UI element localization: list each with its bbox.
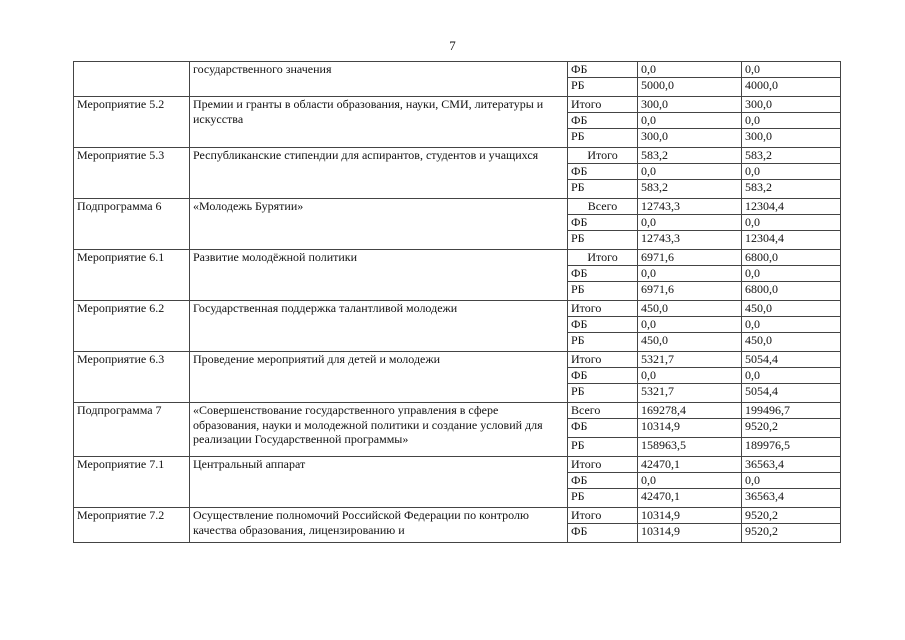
table-row <box>74 199 841 215</box>
value-cell-year1: 583,2 <box>638 180 742 199</box>
funding-type-cell: РБ <box>568 282 638 301</box>
value-cell-year2: 583,2 <box>742 180 841 199</box>
value-cell-year2: 0,0 <box>742 473 841 489</box>
funding-type-cell: Итого <box>568 250 638 266</box>
value-cell-year2: 6800,0 <box>742 250 841 266</box>
funding-type-cell: РБ <box>568 180 638 199</box>
funding-type-cell: РБ <box>568 78 638 97</box>
funding-type-cell: Всего <box>568 199 638 215</box>
value-cell-year2: 450,0 <box>742 333 841 352</box>
value-cell-year2: 0,0 <box>742 62 841 78</box>
funding-type-cell: Итого <box>568 148 638 164</box>
funding-type-cell: ФБ <box>568 62 638 78</box>
item-description-cell: Республиканские стипендии для аспирантов, студентов и учащихся <box>190 148 568 199</box>
funding-type-cell: РБ <box>568 129 638 148</box>
funding-type-cell: ФБ <box>568 473 638 489</box>
funding-type-cell: ФБ <box>568 317 638 333</box>
funding-type-cell: ФБ <box>568 524 638 543</box>
value-cell-year1: 5321,7 <box>638 352 742 368</box>
item-name-cell: Мероприятие 7.1 <box>74 457 190 508</box>
value-cell-year1: 10314,9 <box>638 419 742 438</box>
funding-type-cell: ФБ <box>568 113 638 129</box>
funding-type-cell: ФБ <box>568 164 638 180</box>
table-row <box>74 403 841 419</box>
value-cell-year1: 12743,3 <box>638 199 742 215</box>
value-cell-year2: 199496,7 <box>742 403 841 419</box>
value-cell-year1: 583,2 <box>638 148 742 164</box>
value-cell-year2: 9520,2 <box>742 419 841 438</box>
table-row <box>74 457 841 473</box>
item-description-cell: Осуществление полномочий Российской Федерации по контролю качества образования, лицензированию и <box>190 508 568 543</box>
item-description-cell: Центральный аппарат <box>190 457 568 508</box>
item-description-cell: Проведение мероприятий для детей и молодежи <box>190 352 568 403</box>
value-cell-year1: 42470,1 <box>638 489 742 508</box>
value-cell-year1: 0,0 <box>638 317 742 333</box>
value-cell-year2: 0,0 <box>742 368 841 384</box>
value-cell-year2: 5054,4 <box>742 384 841 403</box>
page-number: 7 <box>449 38 456 53</box>
value-cell-year2: 12304,4 <box>742 199 841 215</box>
funding-type-cell: ФБ <box>568 368 638 384</box>
value-cell-year1: 0,0 <box>638 266 742 282</box>
value-cell-year1: 0,0 <box>638 473 742 489</box>
funding-type-cell: РБ <box>568 438 638 457</box>
value-cell-year1: 6971,6 <box>638 250 742 266</box>
item-description-cell: государственного значения <box>190 62 568 97</box>
value-cell-year2: 0,0 <box>742 317 841 333</box>
item-name-cell: Мероприятие 5.3 <box>74 148 190 199</box>
table-row <box>74 62 841 78</box>
value-cell-year1: 169278,4 <box>638 403 742 419</box>
value-cell-year1: 450,0 <box>638 301 742 317</box>
table-row <box>74 301 841 317</box>
value-cell-year2: 5054,4 <box>742 352 841 368</box>
item-name-cell: Мероприятие 5.2 <box>74 97 190 148</box>
table-row <box>74 508 841 524</box>
item-name-cell: Мероприятие 7.2 <box>74 508 190 543</box>
value-cell-year2: 9520,2 <box>742 524 841 543</box>
funding-type-cell: Итого <box>568 508 638 524</box>
funding-type-cell: РБ <box>568 384 638 403</box>
table-row <box>74 250 841 266</box>
budget-table <box>73 61 841 543</box>
item-name-cell <box>74 62 190 97</box>
value-cell-year1: 12743,3 <box>638 231 742 250</box>
item-name-cell: Мероприятие 6.1 <box>74 250 190 301</box>
item-name-cell: Подпрограмма 7 <box>74 403 190 457</box>
table-row <box>74 352 841 368</box>
value-cell-year1: 0,0 <box>638 62 742 78</box>
value-cell-year1: 10314,9 <box>638 524 742 543</box>
table-row <box>74 148 841 164</box>
value-cell-year2: 0,0 <box>742 215 841 231</box>
value-cell-year2: 36563,4 <box>742 489 841 508</box>
value-cell-year1: 10314,9 <box>638 508 742 524</box>
item-name-cell: Мероприятие 6.3 <box>74 352 190 403</box>
value-cell-year2: 0,0 <box>742 164 841 180</box>
value-cell-year2: 189976,5 <box>742 438 841 457</box>
value-cell-year1: 0,0 <box>638 215 742 231</box>
value-cell-year2: 6800,0 <box>742 282 841 301</box>
value-cell-year2: 12304,4 <box>742 231 841 250</box>
item-description-cell: Премии и гранты в области образования, науки, СМИ, литературы и искусства <box>190 97 568 148</box>
table-row <box>74 97 841 113</box>
value-cell-year1: 6971,6 <box>638 282 742 301</box>
funding-type-cell: Итого <box>568 97 638 113</box>
value-cell-year1: 42470,1 <box>638 457 742 473</box>
item-description-cell: Государственная поддержка талантливой молодежи <box>190 301 568 352</box>
value-cell-year2: 0,0 <box>742 266 841 282</box>
funding-type-cell: ФБ <box>568 419 638 438</box>
value-cell-year2: 450,0 <box>742 301 841 317</box>
value-cell-year1: 0,0 <box>638 164 742 180</box>
value-cell-year2: 583,2 <box>742 148 841 164</box>
value-cell-year1: 300,0 <box>638 97 742 113</box>
funding-type-cell: ФБ <box>568 266 638 282</box>
value-cell-year2: 9520,2 <box>742 508 841 524</box>
funding-type-cell: Всего <box>568 403 638 419</box>
funding-type-cell: ФБ <box>568 215 638 231</box>
value-cell-year2: 300,0 <box>742 129 841 148</box>
value-cell-year2: 36563,4 <box>742 457 841 473</box>
value-cell-year2: 0,0 <box>742 113 841 129</box>
funding-type-cell: Итого <box>568 457 638 473</box>
item-name-cell: Мероприятие 6.2 <box>74 301 190 352</box>
value-cell-year1: 0,0 <box>638 368 742 384</box>
value-cell-year1: 450,0 <box>638 333 742 352</box>
value-cell-year2: 300,0 <box>742 97 841 113</box>
value-cell-year1: 158963,5 <box>638 438 742 457</box>
value-cell-year1: 300,0 <box>638 129 742 148</box>
item-name-cell: Подпрограмма 6 <box>74 199 190 250</box>
funding-type-cell: РБ <box>568 333 638 352</box>
funding-type-cell: РБ <box>568 489 638 508</box>
funding-type-cell: Итого <box>568 352 638 368</box>
item-description-cell: «Совершенствование государственного управления в сфере образования, науки и молодежной политики и создание условий для реализации Государственной программы» <box>190 403 568 457</box>
value-cell-year1: 0,0 <box>638 113 742 129</box>
value-cell-year1: 5000,0 <box>638 78 742 97</box>
item-description-cell: Развитие молодёжной политики <box>190 250 568 301</box>
value-cell-year1: 5321,7 <box>638 384 742 403</box>
item-description-cell: «Молодежь Бурятии» <box>190 199 568 250</box>
funding-type-cell: Итого <box>568 301 638 317</box>
value-cell-year2: 4000,0 <box>742 78 841 97</box>
funding-type-cell: РБ <box>568 231 638 250</box>
